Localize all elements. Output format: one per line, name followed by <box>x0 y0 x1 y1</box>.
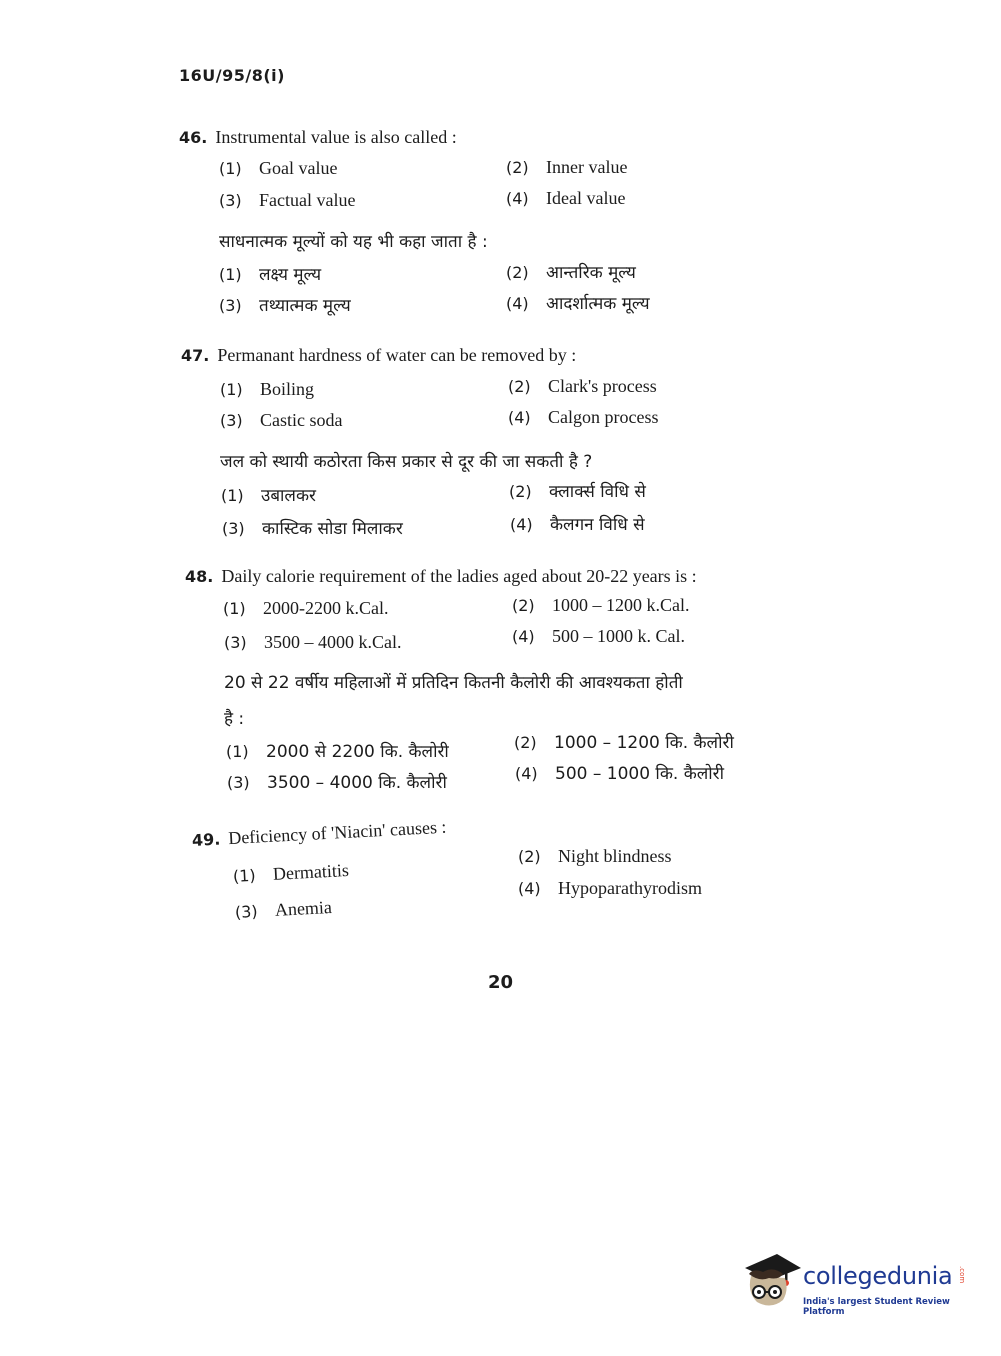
question-text-hi-line2: है : <box>224 709 245 729</box>
question-text-en: 49. Deficiency of 'Niacin' causes : <box>191 816 447 850</box>
question-number: 49. <box>191 829 221 850</box>
option-2: (2) Night blindness <box>518 846 672 866</box>
question-number: 48. <box>185 567 214 586</box>
option-4: (4) 500 – 1000 k. Cal. <box>512 626 685 646</box>
option-1: (1) 2000-2200 k.Cal. <box>223 598 389 618</box>
option-4: (4) Calgon process <box>508 407 659 427</box>
hi-option-3: (3) कास्टिक सोडा मिलाकर <box>222 519 403 539</box>
logo-wordmark: collegedunia <box>803 1262 953 1290</box>
hi-option-3: (3) तथ्यात्मक मूल्य <box>219 296 351 316</box>
question-text-hi: साधनात्मक मूल्यों को यह भी कहा जाता है : <box>219 232 488 252</box>
hi-option-4: (4) कैलगन विधि से <box>510 515 645 535</box>
option-1: (1) Dermatitis <box>232 859 350 886</box>
hi-option-1: (1) 2000 से 2200 कि. कैलोरी <box>226 742 449 762</box>
option-3: (3) Anemia <box>234 896 333 922</box>
hi-option-1: (1) उबालकर <box>221 486 316 506</box>
option-3: (3) 3500 – 4000 k.Cal. <box>224 632 402 652</box>
logo-suffix: .com <box>958 1266 966 1284</box>
option-4: (4) Hypoparathyrodism <box>518 878 702 898</box>
hi-option-3: (3) 3500 – 4000 कि. कैलोरी <box>227 773 447 793</box>
option-2: (2) Inner value <box>506 157 628 177</box>
option-2: (2) 1000 – 1200 k.Cal. <box>512 595 690 615</box>
question-text-hi-line1: 20 से 22 वर्षीय महिलाओं में प्रतिदिन कितनी कैलोरी की आवश्यकता होती <box>224 673 683 693</box>
hi-option-2: (2) आन्तरिक मूल्य <box>506 263 636 283</box>
question-text-en: 46. Instrumental value is also called : <box>179 127 457 147</box>
option-3: (3) Factual value <box>219 190 356 210</box>
hi-option-4: (4) आदर्शात्मक मूल्य <box>506 294 650 314</box>
hi-option-2: (2) 1000 – 1200 कि. कैलोरी <box>514 733 734 753</box>
option-2: (2) Clark's process <box>508 376 657 396</box>
mascot-icon <box>743 1250 801 1312</box>
question-number: 47. <box>181 346 210 365</box>
question-text-en: 47. Permanant hardness of water can be removed by : <box>181 345 577 365</box>
hi-option-1: (1) लक्ष्य मूल्य <box>219 265 322 285</box>
option-3: (3) Castic soda <box>220 410 343 430</box>
option-1: (1) Boiling <box>220 379 315 399</box>
option-1: (1) Goal value <box>219 158 338 178</box>
question-text-en: 48. Daily calorie requirement of the ladies aged about 20-22 years is : <box>185 566 697 586</box>
question-text-hi: जल को स्थायी कठोरता किस प्रकार से दूर की जा सकती है ? <box>220 452 593 472</box>
logo-tagline: India's largest Student Review Platform <box>803 1297 950 1317</box>
hi-option-2: (2) क्लार्क्स विधि से <box>509 482 646 502</box>
question-number: 46. <box>179 128 208 147</box>
hi-option-4: (4) 500 – 1000 कि. कैलोरी <box>515 764 725 784</box>
page-number: 20 <box>488 972 514 993</box>
collegedunia-logo <box>743 1250 973 1320</box>
option-4: (4) Ideal value <box>506 188 626 208</box>
paper-code: 16U/95/8(i) <box>179 66 285 85</box>
